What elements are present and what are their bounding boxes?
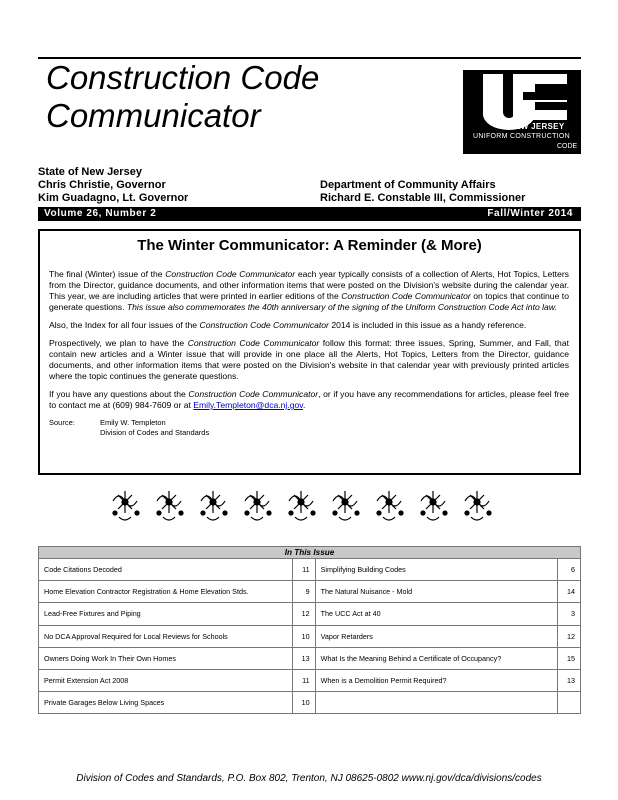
toc-right-title: When is a Demolition Permit Required? xyxy=(315,669,558,691)
toc-row xyxy=(39,692,581,714)
lead-article xyxy=(38,229,581,475)
article-source xyxy=(49,418,569,438)
footer-address: Division of Codes and Standards, P.O. Box 802, Trenton, NJ 08625-0802 www.nj.gov/dca/divisions/codes xyxy=(76,773,542,784)
toc-row xyxy=(39,581,581,603)
department-info xyxy=(320,179,525,205)
title-line-2: Communicator xyxy=(46,97,261,134)
source-label: Source: xyxy=(49,418,75,427)
article-paragraph: Prospectively, we plan to have the Construction Code Communicator follow this format: three issues, Spring, Summer, and Fall, that contain new articles and a Winter issue that will provide in one place all the Alerts, Hot Topics, Letters from the Director, guidance documents, and other information items that were posted on the Division's website in that calendar year with previously printed articles where the topic continues the generate questions. xyxy=(49,338,569,381)
logo-ucc-text: UNIFORM CONSTRUCTION xyxy=(473,133,570,140)
toc-left-page: 11 xyxy=(293,559,316,581)
toc-left-page: 12 xyxy=(293,603,316,625)
source-author: Emily W. Templeton Division of Codes and Standards xyxy=(100,418,210,437)
title-line-1: Construction Code xyxy=(46,59,320,96)
toc-left-title: No DCA Approval Required for Local Reviews for Schools xyxy=(39,625,293,647)
toc-row xyxy=(39,603,581,625)
snowflake-ornament-row xyxy=(109,487,509,525)
toc-right-page: 12 xyxy=(558,625,581,647)
toc-left-page: 9 xyxy=(293,581,316,603)
toc-row xyxy=(39,559,581,581)
state-officials xyxy=(38,166,188,205)
commissioner: Richard E. Constable III, Commissioner xyxy=(320,192,526,204)
toc-right-title: The UCC Act at 40 xyxy=(315,603,558,625)
toc-row xyxy=(39,647,581,669)
toc-left-page: 10 xyxy=(293,625,316,647)
toc-right-title: Vapor Retarders xyxy=(315,625,558,647)
toc-left-title: Home Elevation Contractor Registration & Home Elevation Stds. xyxy=(39,581,293,603)
newsletter-title xyxy=(46,59,446,135)
toc-right-title: What Is the Meaning Behind a Certificate of Occupancy? xyxy=(315,647,558,669)
toc-right-title: Simplifying Building Codes xyxy=(315,559,558,581)
governor: Chris Christie, Governor xyxy=(38,179,166,191)
toc-row xyxy=(39,669,581,691)
article-paragraph: If you have any questions about the Construction Code Communicator, or if you have any recommendations for articles, please feel free to contact me at (609) 984-7609 or at Emily.Templeton@dca.nj.gov. xyxy=(49,389,569,410)
volume-number: Volume 26, Number 2 xyxy=(44,208,157,219)
department-name: Department of Community Affairs xyxy=(320,179,496,191)
toc-left-title: Private Garages Below Living Spaces xyxy=(39,692,293,714)
toc-left-title: Permit Extension Act 2008 xyxy=(39,669,293,691)
issue-season: Fall/Winter 2014 xyxy=(487,208,573,219)
toc-right-page: 3 xyxy=(558,603,581,625)
in-this-issue-table xyxy=(38,546,581,714)
toc-right-page: 14 xyxy=(558,581,581,603)
toc-left-page: 13 xyxy=(293,647,316,669)
toc-left-page: 10 xyxy=(293,692,316,714)
toc-right-title: The Natural Nuisance - Mold xyxy=(315,581,558,603)
logo-state-text: NEW JERSEY xyxy=(509,122,565,131)
toc-row xyxy=(39,625,581,647)
toc-left-page: 11 xyxy=(293,669,316,691)
logo-code-text: CODE xyxy=(557,143,578,150)
article-paragraph: Also, the Index for all four issues of the Construction Code Communicator 2014 is included in this issue as a handy reference. xyxy=(49,320,527,330)
article-title: The Winter Communicator: A Reminder (& More) xyxy=(137,237,482,254)
toc-right-page: 13 xyxy=(558,669,581,691)
toc-header: In This Issue xyxy=(39,547,581,559)
article-paragraph: The final (Winter) issue of the Construction Code Communicator each year typically consists of a collection of Alerts, Hot Topics, Letters from the Director, guidance documents, and other information items that were posted on the Division's website during the calendar year. This year, we are including articles that were printed in earlier editions of the Construction Code Communicator on topics that continue to generate questions. This issue also commemorates the 40th anniversary of the signing of the Uniform Construction Code Act into law. xyxy=(49,269,569,312)
toc-right-page xyxy=(558,692,581,714)
volume-bar xyxy=(38,207,581,221)
ucc-logo xyxy=(463,70,581,154)
toc-left-title: Code Citations Decoded xyxy=(39,559,293,581)
toc-right-page: 6 xyxy=(558,559,581,581)
email-link[interactable]: Emily.Templeton@dca.nj.gov xyxy=(193,400,303,410)
toc-left-title: Owners Doing Work In Their Own Homes xyxy=(39,647,293,669)
lt-governor: Kim Guadagno, Lt. Governor xyxy=(38,192,189,204)
toc-right-title xyxy=(315,692,558,714)
article-body xyxy=(49,269,569,438)
toc-right-page: 15 xyxy=(558,647,581,669)
toc-left-title: Lead-Free Fixtures and Piping xyxy=(39,603,293,625)
state-name: State of New Jersey xyxy=(38,166,142,178)
